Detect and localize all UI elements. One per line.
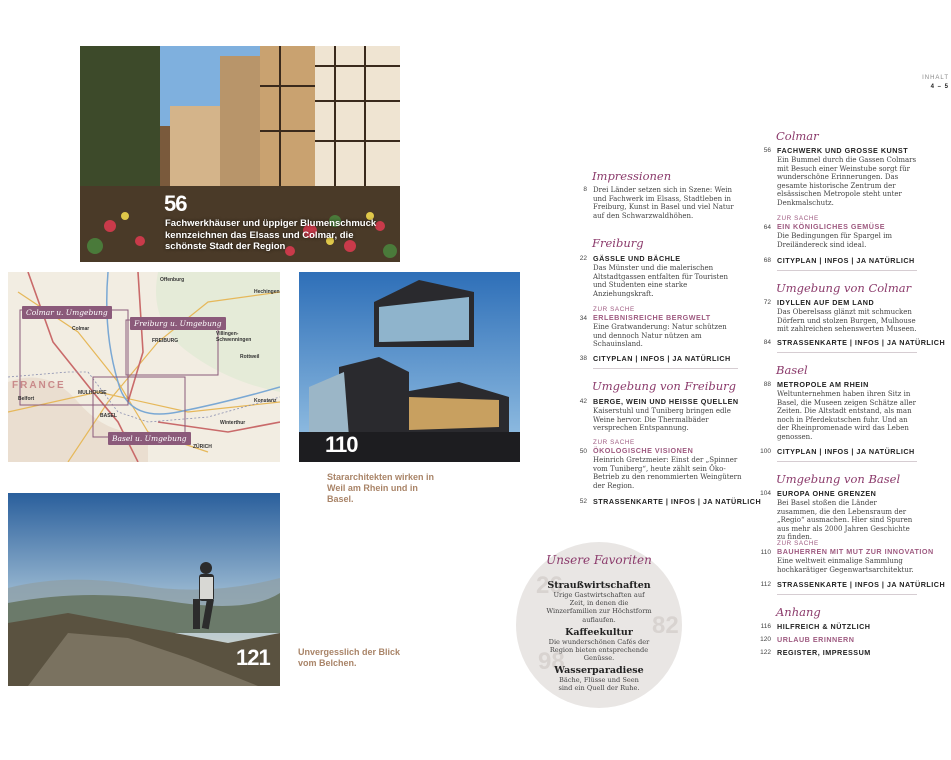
page-numbers: 4 – 5 <box>930 84 949 90</box>
vitra-photo-number: 110 <box>325 432 358 457</box>
toc-page: 52 <box>579 498 587 505</box>
toc-title: STRASSENKARTE | INFOS | JA NATÜRLICH <box>593 497 762 506</box>
toc-head-freiburg: Freiburg <box>592 236 644 250</box>
colmar-photo-number: 56 <box>164 191 187 216</box>
favorite-head: Straußwirtschaften <box>547 580 651 591</box>
toc-head-umg-freiburg: Umgebung von Freiburg <box>592 379 737 393</box>
map-city-zuerich: ZÜRICH <box>193 444 212 450</box>
map-city-colmar: Colmar <box>72 326 90 332</box>
toc-desc: Heinrich Gretzmeier: Einst der „Spinner vom Tuniberg“, heute zählt sein Öko-Betrieb zu den renommierten Weingütern der Region. <box>593 456 742 490</box>
section-label: INHALT <box>922 75 949 81</box>
toc-entry-umg-basel-1[interactable] <box>760 489 917 542</box>
map-tag-colmar: Colmar u. Umgebung <box>22 306 112 319</box>
map-tag-basel: Basel u. Umgebung <box>108 432 191 445</box>
toc-title: EUROPA OHNE GRENZEN <box>777 489 877 498</box>
toc-page: 42 <box>579 398 587 405</box>
vitra-photo <box>299 272 520 462</box>
toc-entry-freiburg-2[interactable] <box>579 306 738 349</box>
toc-desc: Drei Länder setzen sich in Szene: Wein und Fachwerk im Elsass, Stadtleben in Freiburg, Kunst in Basel und viel Natur auf den Schwarzwaldhöhen. <box>593 186 734 220</box>
toc-desc: Kaiserstuhl und Tuniberg bringen edle Weine hervor. Die Thermalbäder versprechen Entspannung. <box>593 407 731 433</box>
toc-entry-umg-colmar-1[interactable] <box>763 298 917 334</box>
belchen-photo <box>8 493 280 686</box>
toc-head-umg-basel: Umgebung von Basel <box>776 472 901 486</box>
toc-title: STRASSENKARTE | INFOS | JA NATÜRLICH <box>777 338 946 347</box>
toc-desc: Weltunternehmen haben ihren Sitz in Basel, die Museen zeigen Schätze aller Zeiten. Die Altstadt entstand, als man noch in Pferdekutschen fuhr. Und an der Rheinpromenade wird das Leben genossen. <box>777 390 916 441</box>
favorite-item-2[interactable] <box>542 627 656 663</box>
toc-entry-umg-basel-3[interactable] <box>760 580 946 589</box>
map-city-villingen: Villingen-Schwenningen <box>216 331 252 343</box>
toc-entry-basel-2[interactable] <box>760 447 917 456</box>
toc-separator <box>777 270 917 271</box>
toc-page: 38 <box>579 355 587 362</box>
toc-page: 72 <box>763 299 771 306</box>
toc-entry-colmar-1[interactable] <box>763 146 917 208</box>
favorite-text: Urige Gastwirtschaften auf Zeit, in denen die Winzerfamilien zur Höchstform auflaufen. <box>546 591 652 624</box>
toc-page: 120 <box>760 636 771 643</box>
map-city-mulhouse: MULHOUSE <box>78 390 107 396</box>
map-city-offenburg: Offenburg <box>160 277 185 283</box>
map-city-winterthur: Winterthur <box>220 420 246 426</box>
toc-entry-anhang-1[interactable] <box>760 622 917 631</box>
toc-title: CITYPLAN | INFOS | JA NATÜRLICH <box>777 256 915 265</box>
toc-entry-impressionen[interactable] <box>583 185 743 220</box>
toc-entry-umg-colmar-2[interactable] <box>763 338 946 347</box>
toc-head-impressionen: Impressionen <box>592 169 672 183</box>
map-city-konstanz: Konstanz <box>254 398 277 404</box>
toc-head-basel: Basel <box>776 363 808 377</box>
toc-separator <box>777 461 917 462</box>
toc-desc: Das Oberelsass glänzt mit schmucken Dörfern und stolzen Burgen, Mulhouse mit zahlreichen sehenswerten Museen. <box>777 308 917 334</box>
toc-title: BERGE, WEIN UND HEISSE QUELLEN <box>593 397 739 406</box>
toc-separator <box>777 352 917 353</box>
toc-title: CITYPLAN | INFOS | JA NATÜRLICH <box>593 354 731 363</box>
toc-page: 110 <box>760 549 771 556</box>
toc-page: 8 <box>583 186 587 193</box>
toc-entry-anhang-3[interactable] <box>760 648 917 657</box>
map-region-france: FRANCE <box>12 380 66 391</box>
toc-head-anhang: Anhang <box>776 605 821 619</box>
toc-page: 112 <box>760 581 771 588</box>
toc-desc: Das Münster und die malerischen Altstadtgassen entfalten für Touristen und Studenten eine starke Anziehungskraft. <box>593 264 729 298</box>
favorites-bg-number-1: 26 <box>536 572 563 599</box>
toc-title: GÄSSLE UND BÄCHLE <box>593 254 681 263</box>
toc-page: 50 <box>579 448 587 455</box>
colmar-photo-caption: Fachwerkhäuser und üppiger Blumenschmuck kennzeichnen das Elsass und Colmar, die schönste Stadt der Region <box>165 218 377 252</box>
region-map <box>8 272 280 462</box>
toc-page: 34 <box>579 315 587 322</box>
toc-label: ZUR SACHE <box>777 540 819 547</box>
favorite-text: Die wunderschönen Cafés der Region bieten entsprechende Genüsse. <box>548 638 650 663</box>
map-city-basel: BASEL <box>100 413 117 419</box>
toc-title: EIN KÖNIGLICHES GEMÜSE <box>777 222 886 231</box>
toc-desc: Ein Bummel durch die Gassen Colmars mit Besuch einer Weinstube sorgt für wunderschöne Erinnerungen. Das gesamte historische Zentrum der elsässischen Metropole steht unter Denkmalschutz. <box>777 156 917 207</box>
favorite-text: Bäche, Flüsse und Seen sind ein Quell der Ruhe. <box>558 676 640 693</box>
toc-entry-colmar-2[interactable] <box>763 215 917 249</box>
toc-label: ZUR SACHE <box>593 306 635 313</box>
toc-separator <box>777 594 917 595</box>
toc-desc: Die Bedingungen für Spargel im Dreiländereck sind ideal. <box>777 232 893 249</box>
favorite-item-1[interactable] <box>546 580 652 624</box>
toc-title: ÖKOLOGISCHE VISIONEN <box>593 446 694 455</box>
toc-title: HILFREICH & NÜTZLICH <box>777 622 871 631</box>
toc-head-colmar: Colmar <box>776 129 819 143</box>
toc-page: 64 <box>763 224 771 231</box>
toc-page: 122 <box>760 649 771 656</box>
favorites-title: Unsere Favoriten <box>546 553 652 567</box>
toc-title: REGISTER, IMPRESSUM <box>777 648 871 657</box>
toc-title: ERLEBNISREICHE BERGWELT <box>593 313 711 322</box>
toc-title: IDYLLEN AUF DEM LAND <box>777 298 875 307</box>
toc-entry-umg-freiburg-3[interactable] <box>579 497 762 506</box>
toc-page: 56 <box>763 147 771 154</box>
toc-desc: Eine weltweit einmalige Sammlung hochkarätiger Gegenwartsarchitektur. <box>777 557 914 574</box>
toc-label: ZUR SACHE <box>593 439 635 446</box>
toc-title: FACHWERK UND GROSSE KUNST <box>777 146 909 155</box>
toc-entry-freiburg-3[interactable] <box>579 354 738 363</box>
toc-title: URLAUB ERINNERN <box>777 635 855 644</box>
toc-title: STRASSENKARTE | INFOS | JA NATÜRLICH <box>777 580 946 589</box>
toc-separator <box>593 368 738 369</box>
toc-head-umg-colmar: Umgebung von Colmar <box>776 281 912 295</box>
toc-entry-colmar-3[interactable] <box>763 256 917 265</box>
map-city-belfort: Belfort <box>18 396 35 402</box>
page-label <box>922 74 949 92</box>
toc-entry-umg-basel-2[interactable] <box>760 540 934 574</box>
vitra-caption: Stararchitekten wirken in Weil am Rhein und in Basel. <box>327 472 435 504</box>
favorite-head: Kaffeekultur <box>565 627 633 638</box>
toc-title: BAUHERREN MIT MUT ZUR INNOVATION <box>777 547 934 556</box>
toc-page: 100 <box>760 448 771 455</box>
favorites-bg-number-3: 98 <box>538 648 565 675</box>
belchen-photo-number: 121 <box>236 645 270 670</box>
toc-desc: Bei Basel stoßen die Länder zusammen, die den Lebensraum der „Regio“ ausmachen. Hier sind Spuren aus mehr als 2000 Jahren Geschichte zu finden. <box>777 499 913 542</box>
toc-entry-freiburg-1[interactable] <box>579 254 738 298</box>
toc-entry-anhang-2[interactable] <box>760 635 917 644</box>
colmar-photo <box>80 46 400 262</box>
toc-page: 104 <box>760 490 771 497</box>
favorites-bg-number-2: 82 <box>652 612 679 639</box>
favorite-item-3[interactable] <box>552 665 646 692</box>
toc-page: 84 <box>763 339 771 346</box>
favorite-head: Wasserparadiese <box>554 665 644 676</box>
toc-entry-umg-freiburg-1[interactable] <box>579 397 739 433</box>
map-city-freiburg: FREIBURG <box>152 338 179 344</box>
toc-title: CITYPLAN | INFOS | JA NATÜRLICH <box>777 447 915 456</box>
toc-title: METROPOLE AM RHEIN <box>777 380 869 389</box>
toc-page: 68 <box>763 257 771 264</box>
toc-entry-basel-1[interactable] <box>763 380 917 442</box>
toc-page: 88 <box>763 381 771 388</box>
toc-entry-umg-freiburg-2[interactable] <box>579 439 743 490</box>
map-city-rottweil: Rottweil <box>240 354 260 360</box>
map-city-hechingen: Hechingen <box>254 289 280 295</box>
map-tag-freiburg: Freiburg u. Umgebung <box>130 317 226 330</box>
belchen-caption: Unvergesslich der Blick vom Belchen. <box>298 647 401 668</box>
toc-page: 22 <box>579 255 587 262</box>
toc-label: ZUR SACHE <box>777 215 819 222</box>
toc-desc: Eine Gratwanderung: Natur schützen und dennoch Natur nützen am Schauinsland. <box>593 323 727 349</box>
toc-page: 116 <box>760 623 771 630</box>
